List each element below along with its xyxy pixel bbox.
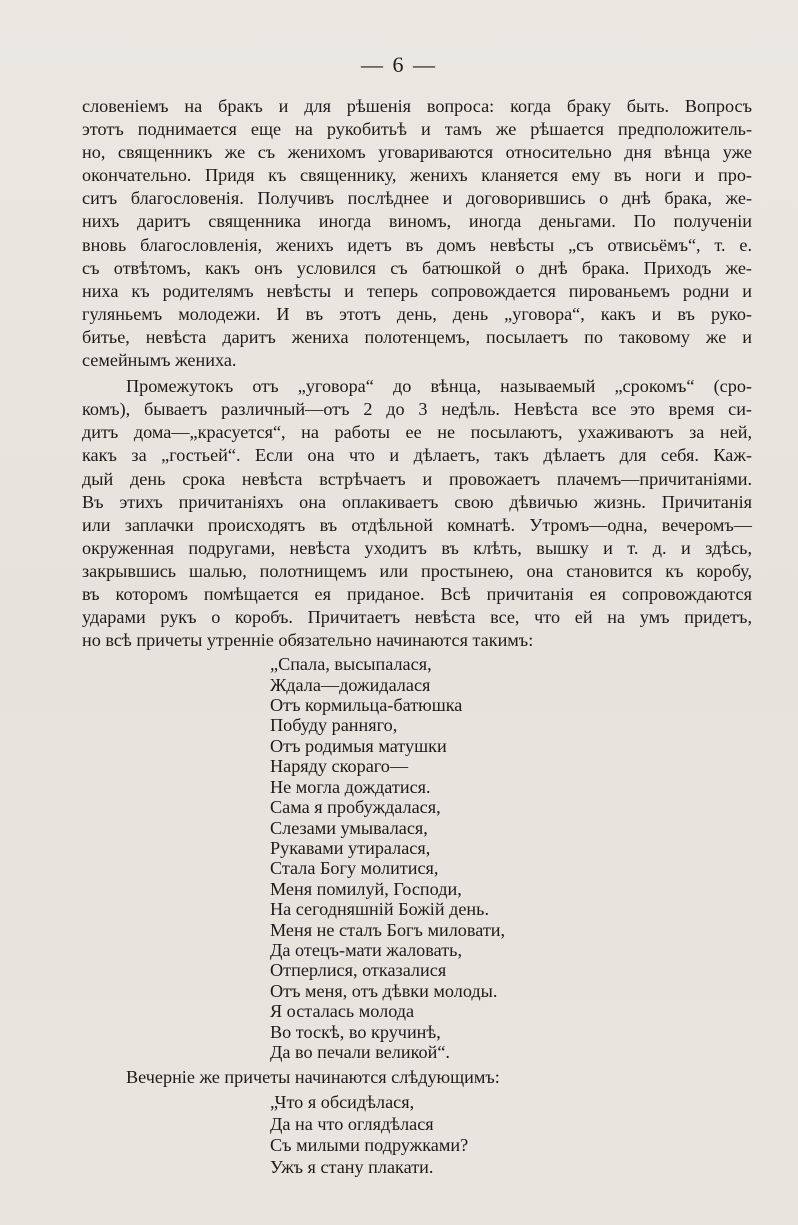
verse-line: Съ милыми подружками? (270, 1135, 469, 1156)
verse-line: Да отецъ-мати жаловать, (270, 939, 463, 960)
verse-line: Да во печали великой“. (270, 1041, 450, 1062)
morning-lament-verse (82, 654, 752, 1062)
text-line: ситъ благословенiя. Получивъ послѣднее и договорившись о днѣ брака, же- (82, 188, 752, 209)
text-line: Въ этихъ причитанiяхъ она оплакиваетъ свою дѣвичью жизнь. Причитанiя (82, 491, 752, 512)
verse-line: Ждала—дожидалася (270, 674, 431, 695)
evening-lament-verse (82, 1092, 752, 1178)
verse-line: „Что я обсидѣлася, (270, 1092, 415, 1113)
text-line: закрывшись шалью, полотнищемъ или простынею, она становится къ коробу, (82, 560, 752, 581)
text-line: съ отвѣтомъ, какъ онъ условился съ батюшкой о днѣ брака. Приходъ же- (82, 257, 752, 278)
text-line: окончательно. Придя къ священнику, женихъ кланяется ему въ ноги и про- (82, 165, 752, 186)
verse-line: Да на что оглядѣлася (270, 1113, 434, 1134)
text-line: битье, невѣста даритъ жениха полотенцемъ, посылаетъ по таковому же и (82, 326, 752, 347)
text-line: окруженная подругами, невѣста уходитъ въ клѣть, вышку и т. д. и здѣсь, (82, 537, 752, 558)
verse-line: Меня помилуй, Господи, (270, 878, 462, 899)
text-line: нихъ даритъ священника иногда виномъ, иногда деньгами. По полученiи (82, 211, 752, 232)
verse-line: Побуду ранняго, (270, 715, 398, 736)
verse-line: Стала Богу молитися, (270, 858, 439, 879)
text-line: какъ за „гостьей“. Если она что и дѣлаетъ, такъ дѣлаетъ для себя. Каж- (82, 445, 752, 466)
verse-line: Отъ кормильца-батюшка (270, 695, 463, 716)
text-line: въ которомъ помѣщается ея приданое. Всѣ причитанiя ея сопровождаются (82, 583, 752, 604)
verse-line: Ужъ я стану плакати. (270, 1156, 434, 1177)
paragraph-1 (82, 95, 752, 372)
text-line: дый день срока невѣста встрѣчаетъ и провожаетъ плачемъ—причитанiями. (82, 468, 752, 489)
verse-line: Отперлися, отказалися (270, 960, 447, 981)
verse-line: Я осталась молода (270, 1001, 415, 1022)
page-number: — 6 — (361, 52, 437, 77)
text-line: гуляньемъ молодежи. И въ этотъ день, день „уговора“, какъ и въ руко- (82, 303, 752, 324)
text-line: ниха къ родителямъ невѣсты и теперь сопровождается пированьемъ родни и (82, 280, 752, 301)
text-line: дитъ дома—„красуется“, на работы ее не посылаютъ, ухаживаютъ за ней, (82, 422, 752, 443)
verse-line: Отъ меня, отъ дѣвки молоды. (270, 980, 498, 1001)
text-line: семейнымъ жениха. (82, 350, 237, 371)
text-line: но, священникъ же съ женихомъ уговариваются относительно дня вѣнца уже (82, 142, 752, 163)
text-line: но всѣ причеты утреннiе обязательно начинаются такимъ: (82, 630, 534, 651)
verse-line: Наряду скораго— (270, 756, 409, 777)
text-line: вновь благословленiя, женихъ идетъ въ домъ невѣсты „съ отвисьёмъ“, т. е. (82, 234, 752, 255)
verse-line: „Спала, высыпалася, (270, 654, 432, 675)
evening-lament-intro: Вечернiе же причеты начинаются слѣдующимъ: (126, 1067, 500, 1088)
text-line: этотъ поднимается еще на рукобитьѣ и тамъ же рѣшается предположитель- (82, 119, 752, 140)
text-line: ударами рукъ о коробъ. Причитаетъ невѣста все, что ей на умъ придетъ, (82, 607, 752, 628)
verse-line: На сегодняшнiй Божiй день. (270, 899, 490, 920)
verse-line: Сама я пробуждалася, (270, 797, 441, 818)
verse-line: Рукавами утиралася, (270, 837, 431, 858)
paragraph-2 (82, 375, 752, 652)
verse-line: Отъ родимыя матушки (270, 735, 447, 756)
verse-line: Не могла дождатися. (270, 776, 431, 797)
text-line: Промежутокъ отъ „уговора“ до вѣнца, называемый „срокомъ“ (сро- (126, 376, 752, 397)
verse-line: Слезами умывалася, (270, 817, 428, 838)
page-body (82, 95, 752, 1178)
verse-line: Меня не сталъ Богъ миловати, (270, 919, 506, 940)
text-line: или заплачки происходятъ въ отдѣльной комнатѣ. Утромъ—одна, вечеромъ— (82, 514, 752, 535)
verse-line: Во тоскѣ, во кручинѣ, (270, 1021, 441, 1042)
text-line: комъ), бываетъ различный—отъ 2 до 3 недѣль. Невѣста все это время си- (82, 399, 752, 420)
text-line: словенiемъ на бракъ и для рѣшенiя вопроса: когда браку быть. Вопросъ (82, 96, 752, 116)
